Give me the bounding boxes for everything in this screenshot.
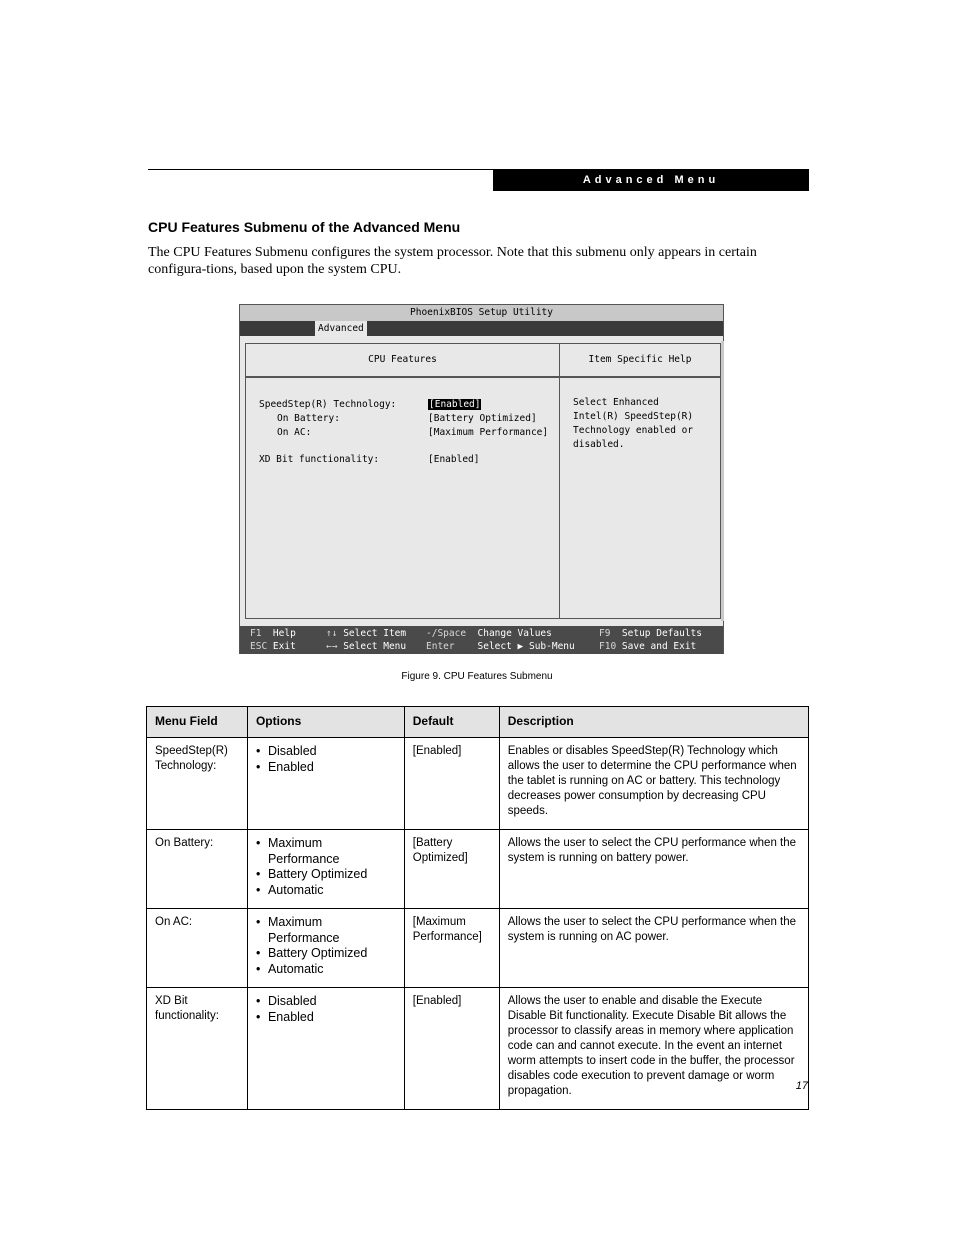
option-item: • Enabled [256, 760, 396, 776]
key-updown-label: Select Item [343, 628, 407, 639]
description-cell: Allows the user to select the CPU performance when the system is running on battery power. [499, 830, 808, 909]
option-item: • Maximum Performance [256, 915, 344, 946]
bios-row-value[interactable]: [Battery Optimized] [428, 413, 537, 424]
bios-title: PhoenixBIOS Setup Utility [240, 305, 723, 321]
menu-field-cell: SpeedStep(R) Technology: [147, 738, 248, 830]
figure-caption: Figure 9. CPU Features Submenu [401, 671, 553, 682]
key-f10: F10 [599, 641, 617, 652]
table-row [147, 830, 809, 909]
bios-help-header: Item Specific Help [560, 344, 720, 378]
table-row [147, 909, 809, 988]
options-cell [247, 988, 404, 1110]
table-row [147, 988, 809, 1110]
option-item: • Automatic [256, 962, 344, 978]
option-item: • Automatic [256, 883, 396, 899]
key-minus-space-label: Change Values [477, 628, 552, 639]
options-cell [247, 830, 404, 909]
column-header: Description [499, 707, 808, 738]
bios-help-panel [560, 343, 721, 619]
key-f9: F9 [599, 628, 611, 639]
key-leftright-label: Select Menu [343, 641, 407, 652]
key-esc-label: Exit [272, 641, 296, 652]
header-rule [148, 169, 493, 170]
table-header-row [147, 707, 809, 738]
bios-help-text: Select Enhanced Intel(R) SpeedStep(R) Technology enabled or disabled. [573, 397, 694, 450]
bios-panel-header: CPU Features [246, 344, 559, 378]
default-cell: [Battery Optimized] [404, 830, 499, 909]
page-number: 17 [795, 1080, 808, 1092]
cpu-features-table [146, 706, 809, 1110]
bios-footer [240, 626, 723, 654]
bios-row-label: SpeedStep(R) Technology: [259, 399, 397, 410]
option-item: • Disabled [256, 994, 396, 1010]
bios-panel-shadow [721, 341, 724, 621]
option-item: • Enabled [256, 1010, 396, 1026]
description-cell: Allows the user to enable and disable the Execute Disable Bit functionality. Execute Disable Bit allows the processor to classify areas in memory where application code can and cannot execute. In the event an internet worm attempts to insert code in the buffer, the processor disables code execution to prevent damage or worm propagation. [499, 988, 808, 1110]
key-minus-space: -/Space [426, 628, 467, 639]
bios-settings-panel [245, 343, 560, 619]
default-cell: [Enabled] [404, 738, 499, 830]
key-esc: ESC [250, 641, 268, 652]
key-enter-label: Select ▶ Sub-Menu [477, 641, 575, 652]
description-cell: Allows the user to select the CPU performance when the system is running on AC power. [499, 909, 808, 988]
table-row [147, 738, 809, 830]
bios-menu-tab-advanced[interactable]: Advanced [315, 321, 367, 336]
options-cell [247, 909, 404, 988]
option-item: • Battery Optimized [256, 946, 344, 962]
option-item: • Disabled [256, 744, 396, 760]
options-cell [247, 738, 404, 830]
bios-row-value-selected[interactable]: [Enabled] [429, 399, 481, 410]
section-title: CPU Features Submenu of the Advanced Menu [148, 219, 461, 235]
menu-field-cell: On AC: [147, 909, 248, 988]
bios-menubar [240, 321, 723, 336]
column-header: Menu Field [147, 707, 248, 738]
running-header: Advanced Menu [493, 169, 809, 191]
column-header: Default [404, 707, 499, 738]
bios-row-value[interactable]: [Enabled] [428, 454, 480, 465]
option-item: • Maximum Performance [256, 836, 396, 867]
key-updown: ↑↓ [326, 628, 338, 639]
intro-paragraph: The CPU Features Submenu configures the system processor. Note that this submenu only appears in certain configura-tions, based upon the system CPU. [148, 245, 757, 277]
key-enter: Enter [426, 641, 455, 652]
bios-row-label: On AC: [277, 427, 312, 438]
key-f1: F1 [250, 628, 262, 639]
bios-row-label: On Battery: [277, 413, 340, 424]
default-cell: [Maximum Performance] [404, 909, 499, 988]
bios-screenshot [239, 304, 724, 654]
key-f10-label: Save and Exit [621, 641, 697, 652]
bios-row-value[interactable]: [Maximum Performance] [428, 427, 549, 438]
default-cell: [Enabled] [404, 988, 499, 1110]
key-f1-label: Help [272, 628, 296, 639]
option-item: • Battery Optimized [256, 867, 396, 883]
key-f9-label: Setup Defaults [621, 628, 702, 639]
menu-field-cell: On Battery: [147, 830, 248, 909]
description-cell: Enables or disables SpeedStep(R) Technology which allows the user to determine the CPU performance when the tablet is running on AC or battery. This technology decreases power consumption by decreasing CPU speeds. [499, 738, 808, 830]
bios-row-label: XD Bit functionality: [259, 454, 380, 465]
key-leftright: ←→ [326, 641, 338, 652]
menu-field-cell: XD Bit functionality: [147, 988, 248, 1110]
column-header: Options [247, 707, 404, 738]
